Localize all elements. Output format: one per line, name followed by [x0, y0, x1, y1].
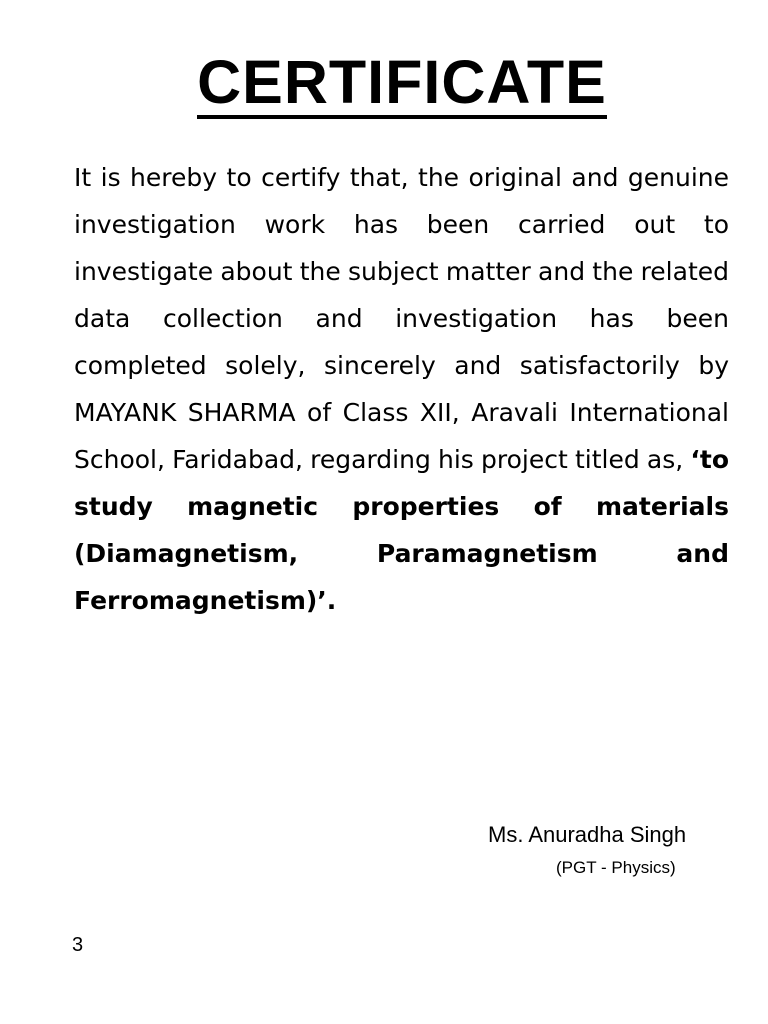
signatory-designation: (PGT - Physics): [556, 858, 676, 877]
certificate-body-text: It is hereby to certify that, the original and genuine investigation work has been carried out to investigate about the subject matter and the related data collection and investigation has been completed solely, sincerely and satisfactorily by MAYANK SHARMA of Class XII, Aravali International School, Faridabad, regarding his project titled as,: [74, 163, 729, 474]
page-title: [0, 48, 768, 119]
project-title: ‘to study magnetic properties of materials (Diamagnetism, Paramagnetism and Ferromagnetism)’.: [74, 445, 729, 615]
certificate-body: [74, 154, 729, 624]
signatory-name: Ms. Anuradha Singh: [488, 822, 687, 847]
page-number: 3: [72, 934, 84, 956]
title-text: CERTIFICATE: [197, 52, 607, 119]
